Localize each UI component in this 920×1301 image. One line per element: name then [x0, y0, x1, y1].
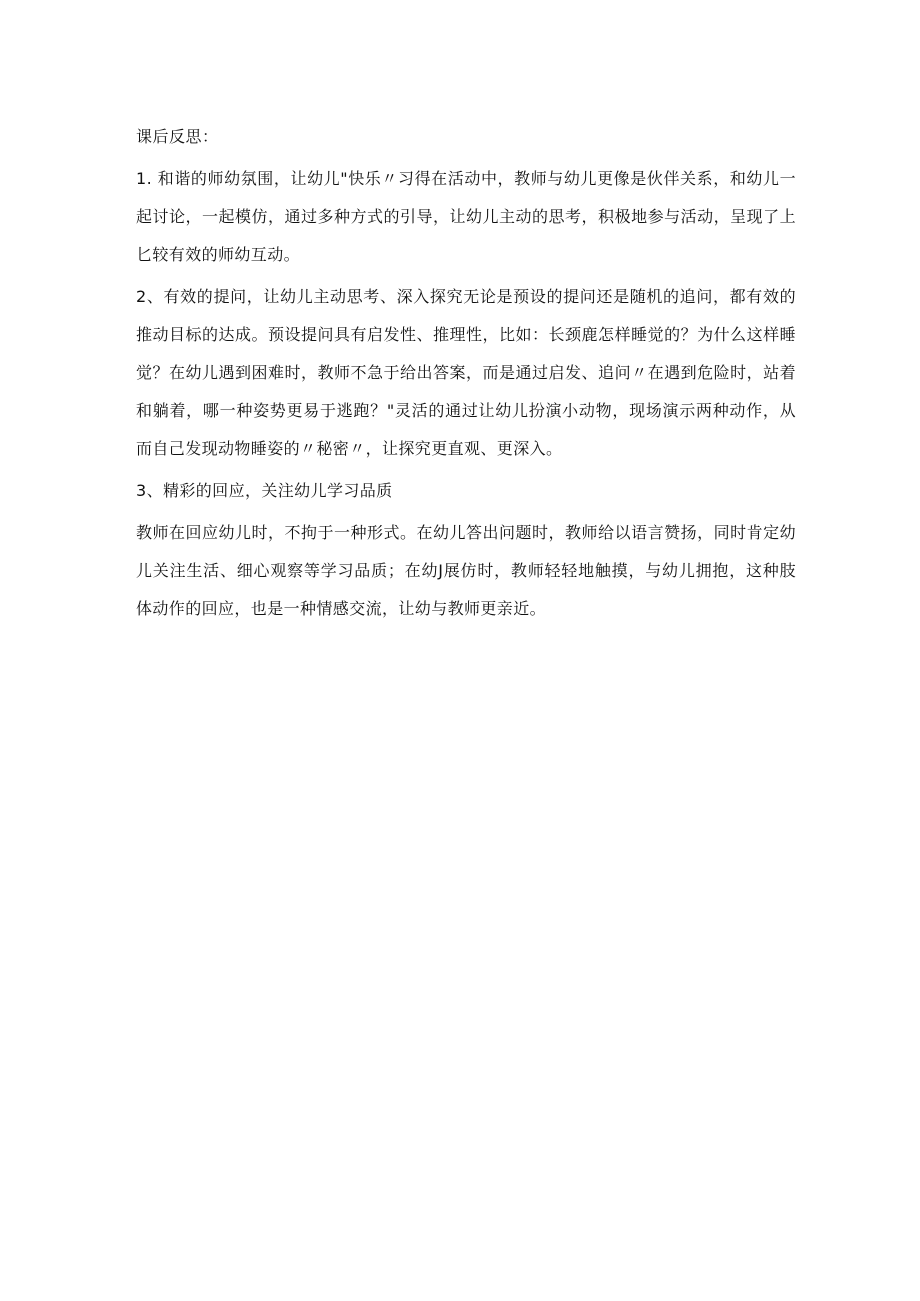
- paragraph-2-effective-questioning: 2、有效的提问，让幼儿主动思考、深入探究无论是预设的提问还是随机的追问，都有效的推动目标的达成。预设提问具有启发性、推理性，比如：长颈鹿怎样睡觉的？为什么这样睡觉？在幼儿遇到困难时，教师不急于给出答案，而是通过启发、追问〃在遇到危险时，站着和躺着，哪一种姿势更易于逃跑？"灵活的通过让幼儿扮演小动物，现场演示两种动作，从而自己发现动物睡姿的〃秘密〃，让探究更直观、更深入。: [136, 287, 796, 458]
- paragraph-4-teacher-responses: 教师在回应幼儿时，不拘于一种形式。在幼儿答出问题时，教师给以语言赞扬，同时肯定幼儿关注生活、细心观察等学习品质；在幼J展仿时，教师轻轻地触摸，与幼儿拥抱，这种肢体动作的回应，也是一种情感交流，让幼与教师更亲近。: [136, 523, 796, 618]
- paragraph-3-heading-responses: 3、精彩的回应，关注幼儿学习品质: [136, 481, 393, 500]
- document-body: [136, 118, 796, 628]
- paragraph-1-harmonious-atmosphere: 1. 和谐的师幼氛围，让幼儿"快乐〃习得在活动中，教师与幼儿更像是伙伴关系，和幼儿一起讨论，一起模仿，通过多种方式的引导，让幼儿主动的思考，积极地参与活动，呈现了上匕较有效的师幼互动。: [136, 169, 796, 264]
- reflection-title: 课后反思：: [136, 127, 219, 146]
